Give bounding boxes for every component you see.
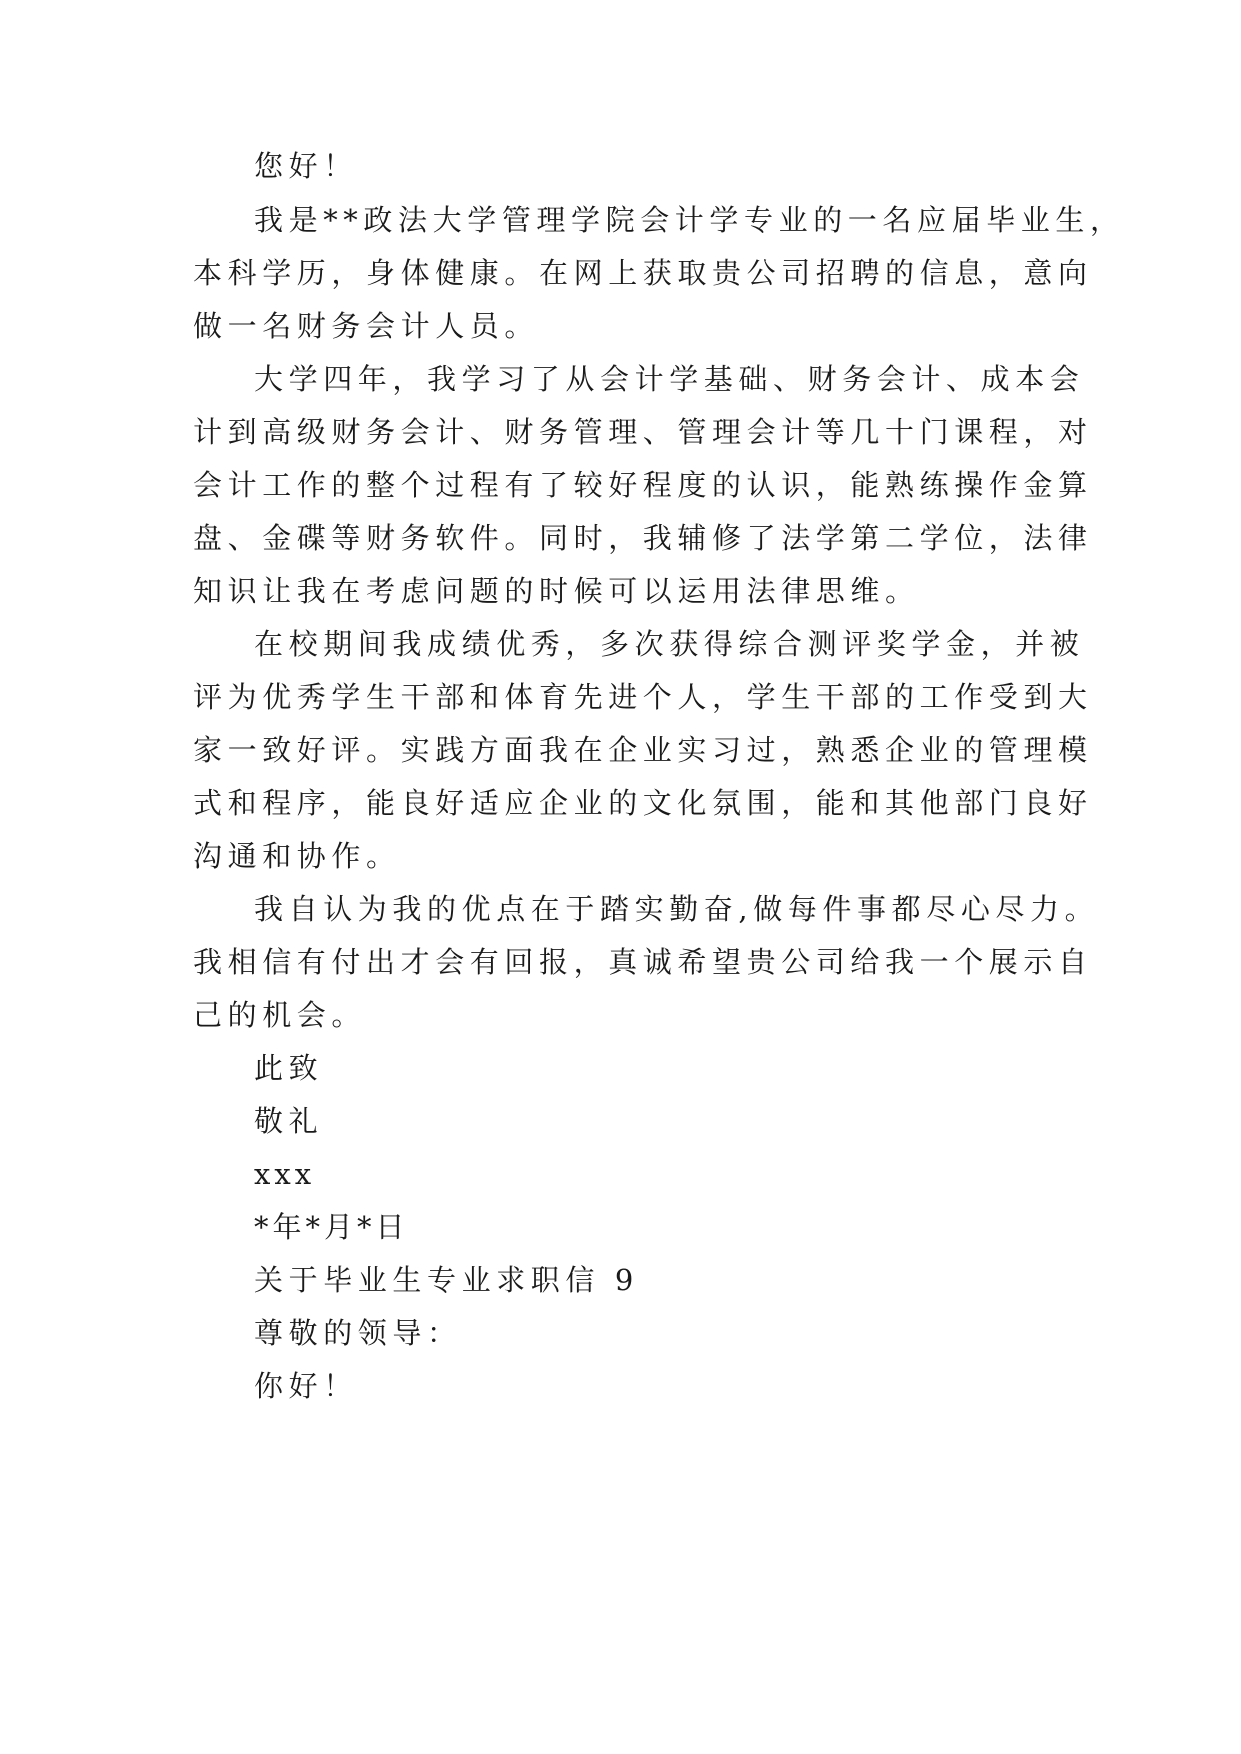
paragraph-line: 我是**政法大学管理学院会计学专业的一名应届毕业生， (254, 203, 1125, 237)
paragraph-line: 我相信有付出才会有回报，真诚希望贵公司给我一个展示自 (193, 945, 1093, 979)
greeting: 您好！ (254, 149, 358, 183)
paragraph-line: 知识让我在考虑问题的时候可以运用法律思维。 (193, 574, 920, 608)
next-letter-greeting: 你好！ (254, 1369, 358, 1403)
paragraph-line: 己的机会。 (193, 998, 367, 1032)
paragraph-line: 式和程序，能良好适应企业的文化氛围，能和其他部门良好 (193, 786, 1093, 820)
paragraph-line: 计到高级财务会计、财务管理、管理会计等几十门课程，对 (193, 415, 1093, 449)
paragraph-line: 做一名财务会计人员。 (193, 309, 540, 343)
paragraph-line: 在校期间我成绩优秀，多次获得综合测评奖学金，并被 (254, 627, 1085, 661)
paragraph-line: 大学四年，我学习了从会计学基础、财务会计、成本会 (254, 362, 1085, 396)
paragraph-line: 会计工作的整个过程有了较好程度的认识，能熟练操作金算 (193, 468, 1093, 502)
paragraph-line: 我自认为我的优点在于踏实勤奋,做每件事都尽心尽力。 (254, 892, 1100, 926)
date-line: *年*月*日 (254, 1210, 409, 1244)
paragraph-line: 家一致好评。实践方面我在企业实习过，熟悉企业的管理模 (193, 733, 1093, 767)
closing-line-2: 敬礼 (254, 1104, 324, 1138)
paragraph-line: 沟通和协作。 (193, 839, 401, 873)
signature: xxx (254, 1157, 316, 1191)
paragraph-line: 评为优秀学生干部和体育先进个人，学生干部的工作受到大 (193, 680, 1093, 714)
paragraph-line: 本科学历，身体健康。在网上获取贵公司招聘的信息，意向 (193, 256, 1093, 290)
paragraph-line: 盘、金碟等财务软件。同时，我辅修了法学第二学位，法律 (193, 521, 1093, 555)
closing-line-1: 此致 (254, 1051, 324, 1085)
next-letter-title: 关于毕业生专业求职信 9 (254, 1263, 639, 1297)
next-letter-salutation: 尊敬的领导： (254, 1316, 462, 1350)
